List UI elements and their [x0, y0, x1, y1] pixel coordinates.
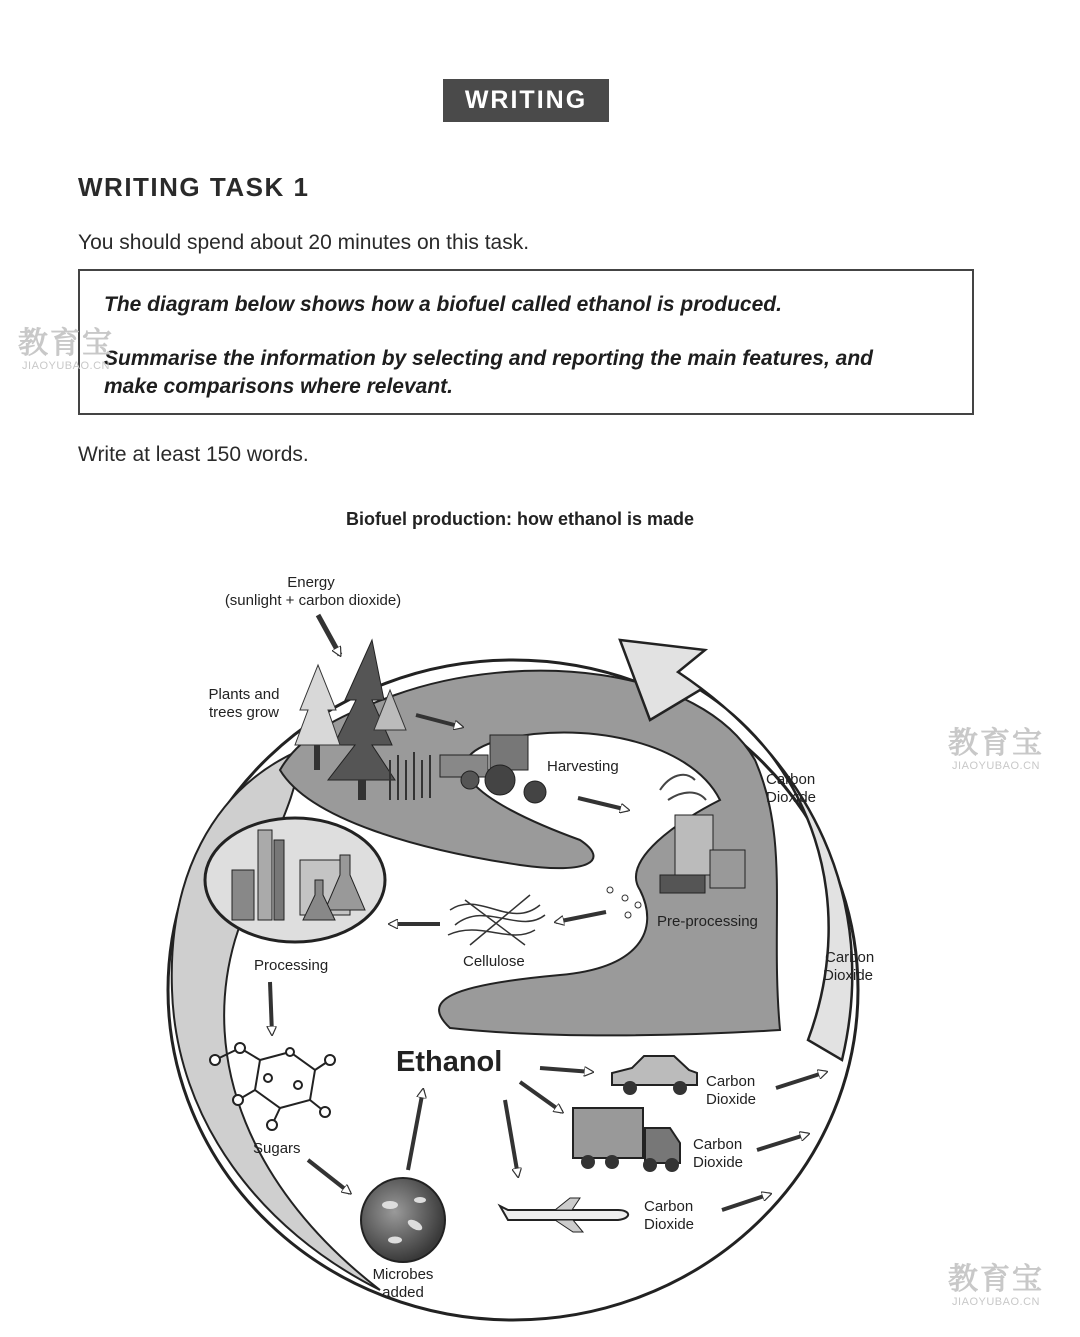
co2-car-label-1: Carbon: [706, 1073, 756, 1090]
energy-label: Energy: [287, 574, 335, 591]
watermark-left: 教育宝 JIAOYUBAO.CN: [18, 327, 114, 372]
section-badge: WRITING: [443, 79, 609, 122]
ethanol-label: Ethanol: [396, 1046, 503, 1078]
microbes-label-2: added: [382, 1284, 424, 1301]
co2-top-label-2: Dioxide: [766, 789, 817, 806]
sugars-label: Sugars: [253, 1140, 301, 1157]
harvesting-label: Harvesting: [547, 758, 619, 775]
ethanol-process-diagram: [0, 537, 1080, 1337]
energy-arrow: [318, 615, 340, 655]
co2-truck-label-2: Dioxide: [693, 1154, 744, 1171]
co2-plane-label-2: Dioxide: [644, 1216, 695, 1233]
prompt-line-1: The diagram below shows how a biofuel called ethanol is produced.: [104, 293, 782, 316]
arrow-to-sugars: [270, 982, 272, 1034]
word-instruction: Write at least 150 words.: [78, 443, 309, 466]
prompt-line-3: make comparisons where relevant.: [104, 375, 453, 398]
time-instruction: You should spend about 20 minutes on this task.: [78, 231, 530, 254]
prompt-line-2: Summarise the information by selecting and reporting the main features, and: [104, 347, 873, 370]
watermark-right-mid: 教育宝 JIAOYUBAO.CN: [948, 727, 1044, 772]
diagram-title: Biofuel production: how ethanol is made: [345, 509, 694, 529]
microbes-label-1: Microbes: [372, 1266, 434, 1283]
co2-plane-label-1: Carbon: [644, 1198, 694, 1215]
preprocessing-label: Pre-processing: [657, 913, 758, 930]
processing-plant-icon: [205, 818, 385, 942]
energy-sub-label: (sunlight + carbon dioxide): [224, 592, 402, 609]
watermark-right-bottom: 教育宝 JIAOYUBAO.CN: [948, 1263, 1044, 1308]
task-heading: WRITING TASK 1: [78, 172, 310, 202]
co2-top-label-1: Carbon: [766, 771, 816, 788]
processing-label: Processing: [254, 957, 329, 974]
cellulose-label: Cellulose: [463, 953, 525, 970]
plants-label-2: trees grow: [208, 704, 280, 721]
microbes-icon: [361, 1178, 445, 1262]
prompt-box: [78, 269, 974, 415]
co2-truck-label-1: Carbon: [693, 1136, 743, 1153]
co2-mid-label-1: Carbon: [825, 949, 875, 966]
plants-label-1: Plants and: [208, 686, 280, 703]
co2-car-label-2: Dioxide: [706, 1091, 757, 1108]
co2-mid-label-2: Dioxide: [823, 967, 874, 984]
